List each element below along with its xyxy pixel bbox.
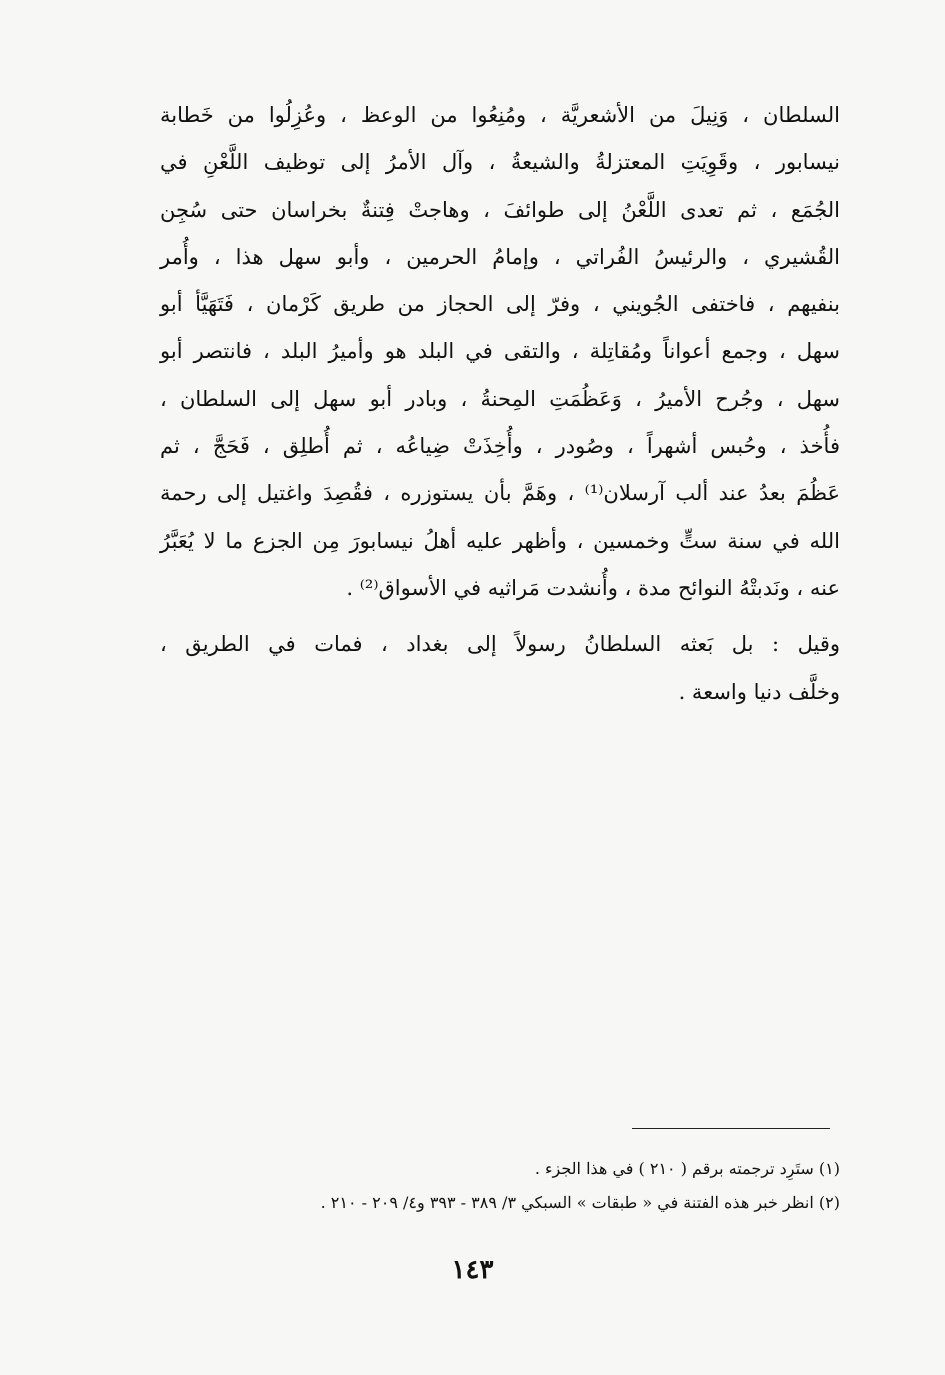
text-line: عَظُمَ بعدُ عند ألب آرسلان⁽¹⁾ ، وهَمَّ بأن يستوزره ، فقُصِدَ واغتيل إلى رحمة: [160, 481, 840, 506]
text-line: بنفيهم ، فاختفى الجُويني ، وفرّ إلى الحجاز من طريق كَرْمان ، فَتَهَيَّأ أبو: [160, 292, 840, 317]
footnote-divider: [632, 1128, 830, 1129]
text-line: وخلَّف دنيا واسعة .: [678, 679, 840, 704]
text-line: القُشيري ، والرئيسُ الفُراتي ، وإمامُ الحرمين ، وأبو سهل هذا ، وأُمر: [160, 244, 840, 269]
footnote-1: (١) ستَرِد ترجمته برقم ( ٢١٠ ) في هذا الجزء .: [534, 1159, 840, 1178]
text-line: وقيل : بل بَعثه السلطانُ رسولاً إلى بغداد ، فمات في الطريق ،: [160, 632, 840, 657]
main-text: [160, 92, 840, 716]
footnote-2: (٢) انظر خبر هذه الفتنة في « طبقات » السبكي ٣/ ٣٨٩ - ٣٩٣ و٤/ ٢٠٩ - ٢١٠ .: [320, 1193, 840, 1212]
paragraph-1: [160, 92, 840, 612]
text-line: سهل ، وجمع أعواناً ومُقاتِلة ، والتقى في البلد هو وأميرُ البلد ، فانتصر أبو: [160, 339, 840, 364]
text-line: السلطان ، وَنِيلَ من الأشعريَّة ، ومُنِعُوا من الوعظ ، وعُزِلُوا من خَطابة: [160, 103, 840, 127]
text-line: الله في سنة ستٍّ وخمسين ، وأظهر عليه أهلُ نيسابورَ مِن الجزع ما لا يُعَبَّرُ: [160, 528, 840, 553]
text-line: سهل ، وجُرح الأميرُ ، وَعَظُمَتِ المِحنةُ ، وبادر أبو سهل إلى السلطان ،: [160, 386, 840, 411]
footnotes: [160, 1152, 840, 1220]
text-line: نيسابور ، وقَوِيَتِ المعتزلةُ والشيعةُ ، وآل الأمرُ إلى توظيف اللَّعْنِ في: [160, 150, 840, 175]
text-line: عنه ، ونَدبتْهُ النوائح مدة ، وأُنشدت مَراثيه في الأسواق⁽²⁾ .: [346, 575, 840, 600]
paragraph-2: [160, 621, 840, 716]
text-line: الجُمَع ، ثم تعدى اللَّعْنُ إلى طوائفَ ، وهاجتْ فِتنةٌ بخراسان حتى سُجِن: [160, 197, 840, 222]
text-line: فأُخذ ، وحُبس أشهراً ، وصُودر ، وأُخِذَتْ ضِياعُه ، ثم أُطلِق ، فَحَجَّ ، ثم: [160, 434, 840, 459]
page-number: ١٤٣: [451, 1255, 494, 1285]
